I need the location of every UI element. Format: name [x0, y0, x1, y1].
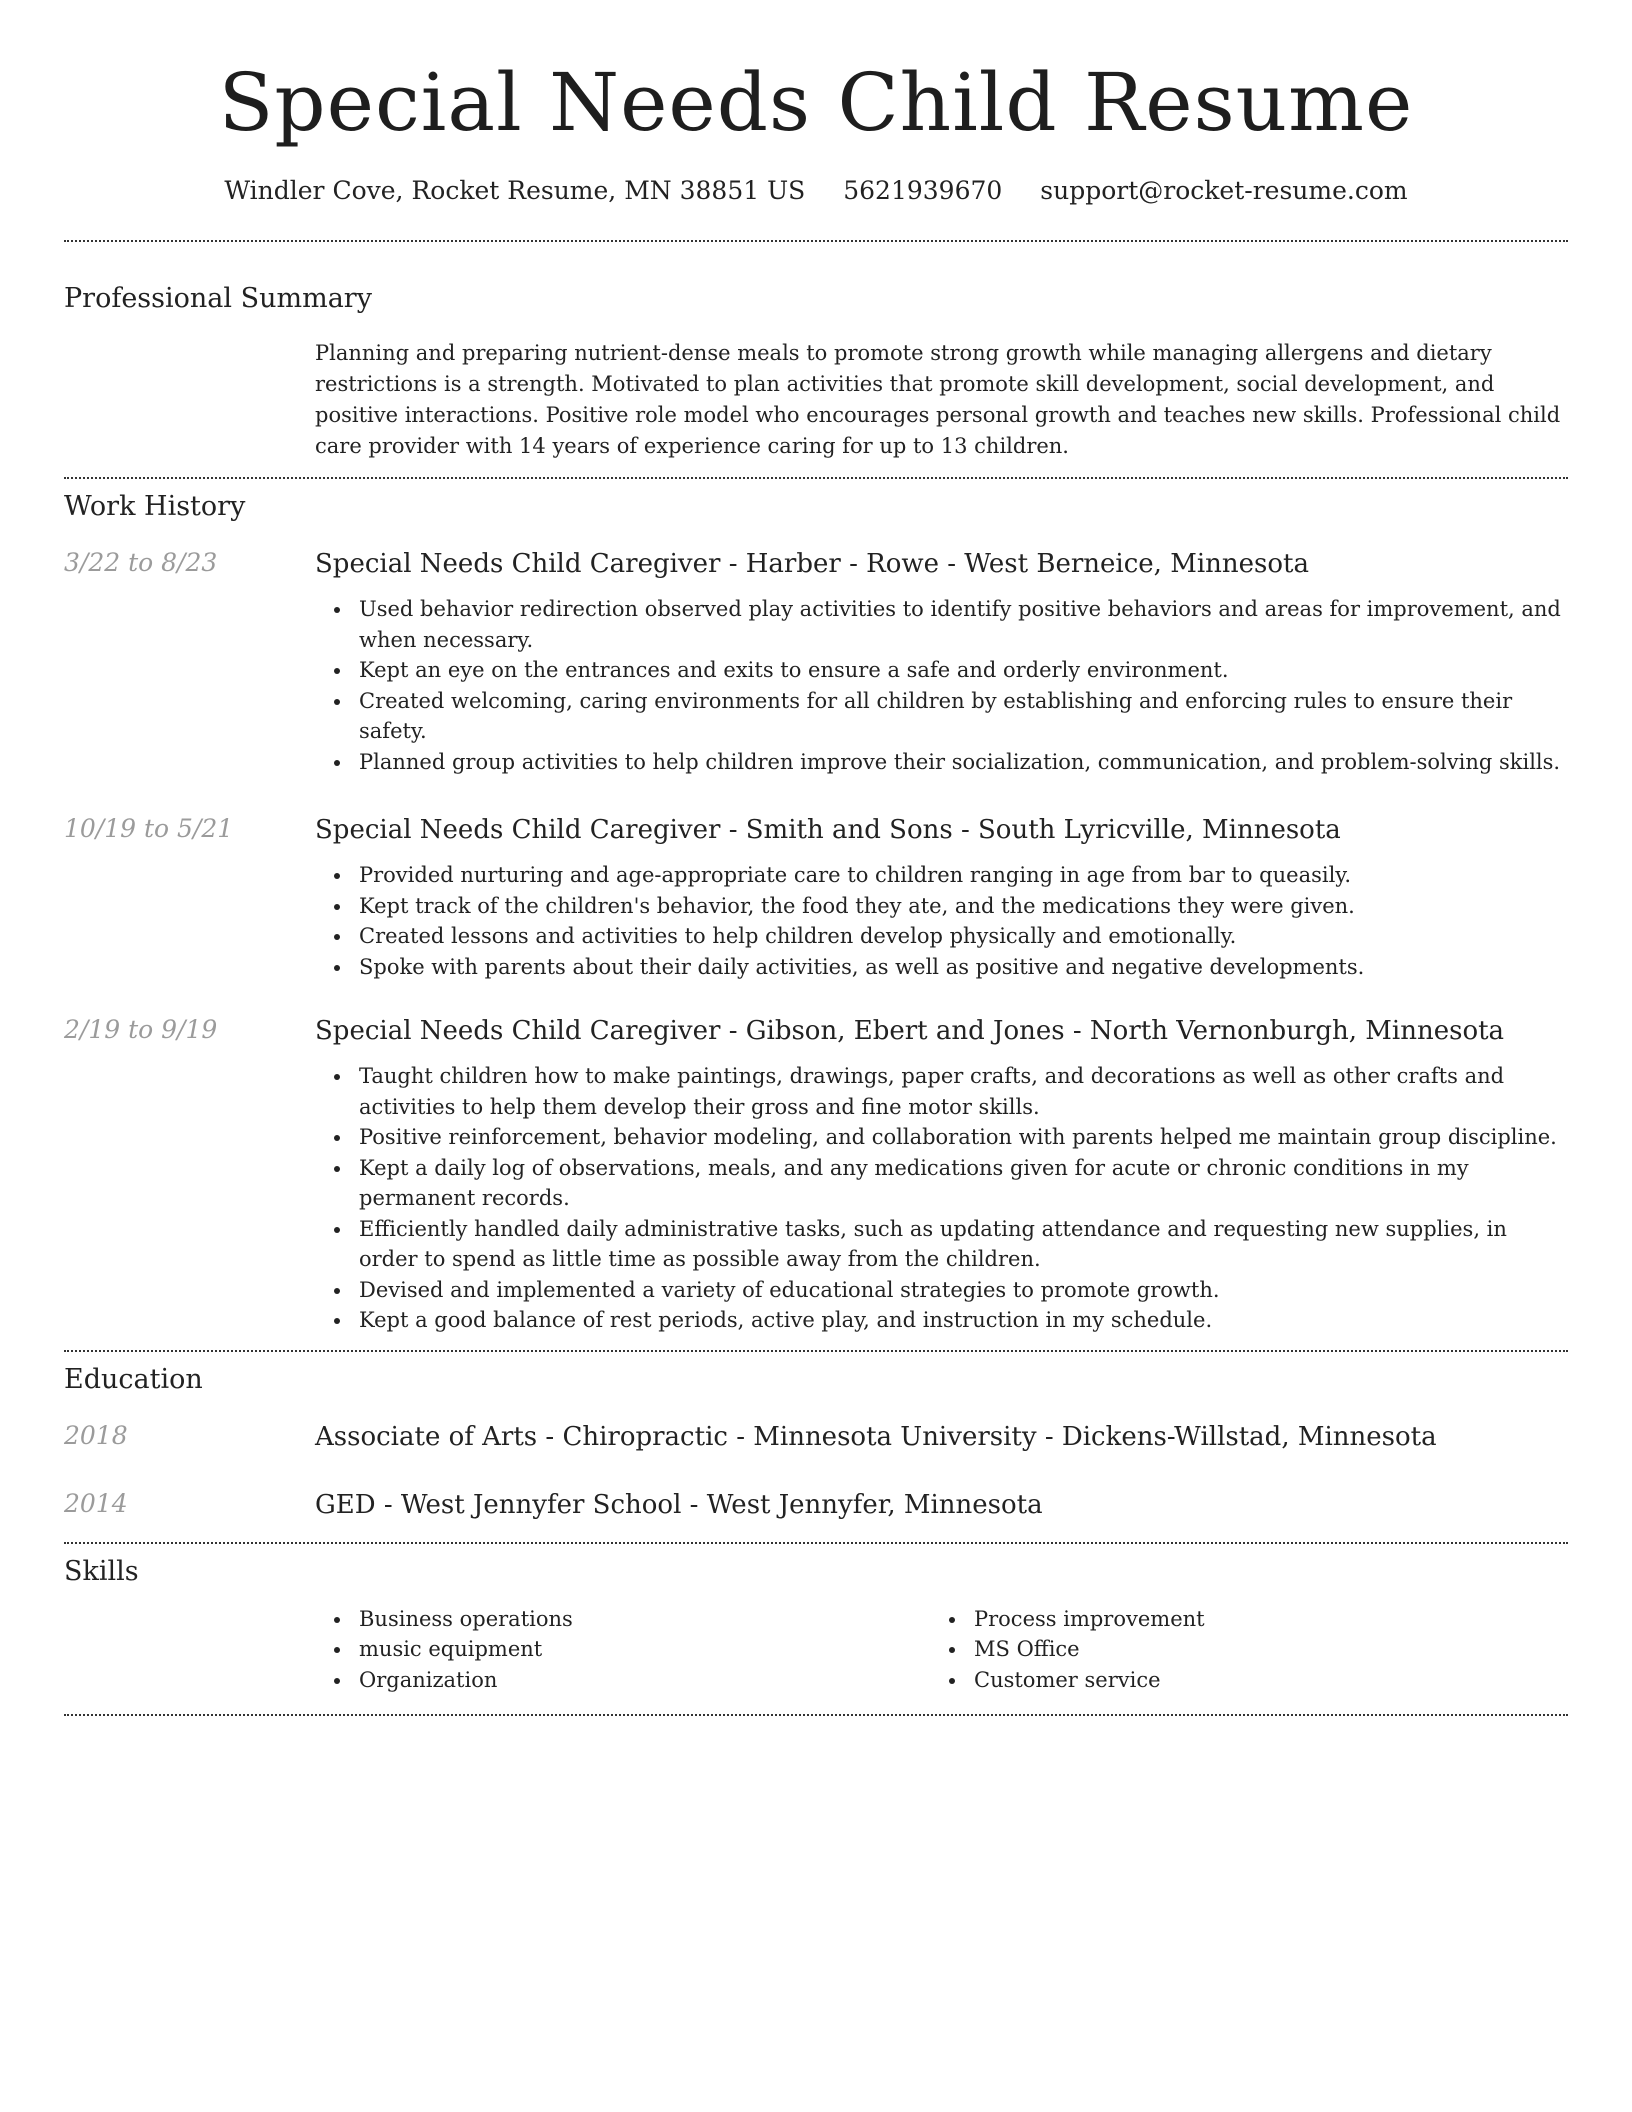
job-entry — [64, 813, 1568, 982]
job-entry — [64, 1014, 1568, 1336]
job-duties — [315, 594, 1568, 777]
education-title: Associate of Arts - Chiropractic - Minnesota University - Dickens-Willstad, Minnesota — [315, 1421, 1437, 1452]
list-item: Devised and implemented a variety of educational strategies to promote growth. — [315, 1275, 1568, 1306]
education-title: GED - West Jennyfer School - West Jennyfer, Minnesota — [315, 1489, 1043, 1520]
divider — [64, 1350, 1568, 1352]
contact-address: Windler Cove, Rocket Resume, MN 38851 US — [224, 176, 806, 205]
list-item: Kept an eye on the entrances and exits to ensure a safe and orderly environment. — [315, 655, 1568, 686]
job-title: Special Needs Child Caregiver - Gibson, Ebert and Jones - North Vernonburgh, Minnesota — [315, 1016, 1505, 1046]
skills-heading: Skills — [64, 1555, 139, 1587]
list-item: Organization — [315, 1665, 930, 1696]
education-year: 2014 — [64, 1488, 128, 1518]
job-duties — [315, 1061, 1568, 1336]
job-title: Special Needs Child Caregiver - Smith and Sons - South Lyricville, Minnesota — [315, 815, 1341, 845]
list-item: Used behavior redirection observed play activities to identify positive behaviors and areas for improvement, and when necessary. — [315, 594, 1568, 655]
contact-email: support@rocket-resume.com — [1040, 176, 1408, 205]
list-item: Efficiently handled daily administrative tasks, such as updating attendance and requesting new supplies, in order to spend as little time as possible away from the children. — [315, 1214, 1568, 1275]
job-title: Special Needs Child Caregiver - Harber - Rowe - West Berneice, Minnesota — [315, 549, 1309, 579]
skills-column-left — [315, 1604, 930, 1696]
summary-text: Planning and preparing nutrient-dense meals to promote strong growth while managing allergens and dietary restrictions is a strength. Motivated to plan activities that promote skill development, social development, and positive interactions. Positive role model who encourages personal growth and teaches new skills. Professional child care provider with 14 years of experience caring for up to 13 children. — [315, 341, 1561, 458]
list-item: Provided nurturing and age-appropriate care to children ranging in age from bar to queasily. — [315, 860, 1568, 891]
job-dates: 2/19 to 9/19 — [64, 1015, 218, 1044]
list-item: Process improvement — [930, 1604, 1545, 1635]
list-item: MS Office — [930, 1634, 1545, 1665]
list-item: Customer service — [930, 1665, 1545, 1696]
divider — [64, 1542, 1568, 1544]
list-item: Positive reinforcement, behavior modeling, and collaboration with parents helped me maintain group discipline. — [315, 1122, 1568, 1153]
list-item: Planned group activities to help children improve their socialization, communication, and problem-solving skills. — [315, 747, 1568, 778]
divider — [64, 477, 1568, 479]
skills-grid — [315, 1604, 1568, 1696]
list-item: Kept a daily log of observations, meals, and any medications given for acute or chronic conditions in my permanent records. — [315, 1153, 1568, 1214]
resume-page — [64, 0, 1568, 1716]
list-item: Created lessons and activities to help children develop physically and emotionally. — [315, 921, 1568, 952]
list-item: Spoke with parents about their daily activities, as well as positive and negative developments. — [315, 952, 1568, 983]
divider — [64, 240, 1568, 242]
contact-line — [64, 175, 1568, 207]
job-dates: 3/22 to 8/23 — [64, 548, 218, 577]
job-dates: 10/19 to 5/21 — [64, 814, 234, 843]
list-item: Created welcoming, caring environments for all children by establishing and enforcing rules to ensure their safety. — [315, 686, 1568, 747]
education-year: 2018 — [64, 1420, 128, 1450]
summary-heading: Professional Summary — [64, 283, 372, 314]
list-item: Kept track of the children's behavior, the food they ate, and the medications they were given. — [315, 891, 1568, 922]
education-entry — [64, 1488, 1568, 1522]
contact-phone: 5621939670 — [843, 176, 1003, 205]
job-duties — [315, 860, 1568, 982]
list-item: music equipment — [315, 1634, 930, 1665]
divider — [64, 1714, 1568, 1716]
list-item: Kept a good balance of rest periods, active play, and instruction in my schedule. — [315, 1305, 1568, 1336]
list-item: Taught children how to make paintings, drawings, paper crafts, and decorations as well as other crafts and activities to help them develop their gross and fine motor skills. — [315, 1061, 1568, 1122]
list-item: Business operations — [315, 1604, 930, 1635]
education-entry — [64, 1420, 1568, 1454]
education-heading: Education — [64, 1363, 203, 1395]
skills-column-right — [930, 1604, 1545, 1696]
work-history-heading: Work History — [64, 491, 246, 522]
resume-title: Special Needs Child Resume — [218, 56, 1414, 149]
job-entry — [64, 547, 1568, 777]
